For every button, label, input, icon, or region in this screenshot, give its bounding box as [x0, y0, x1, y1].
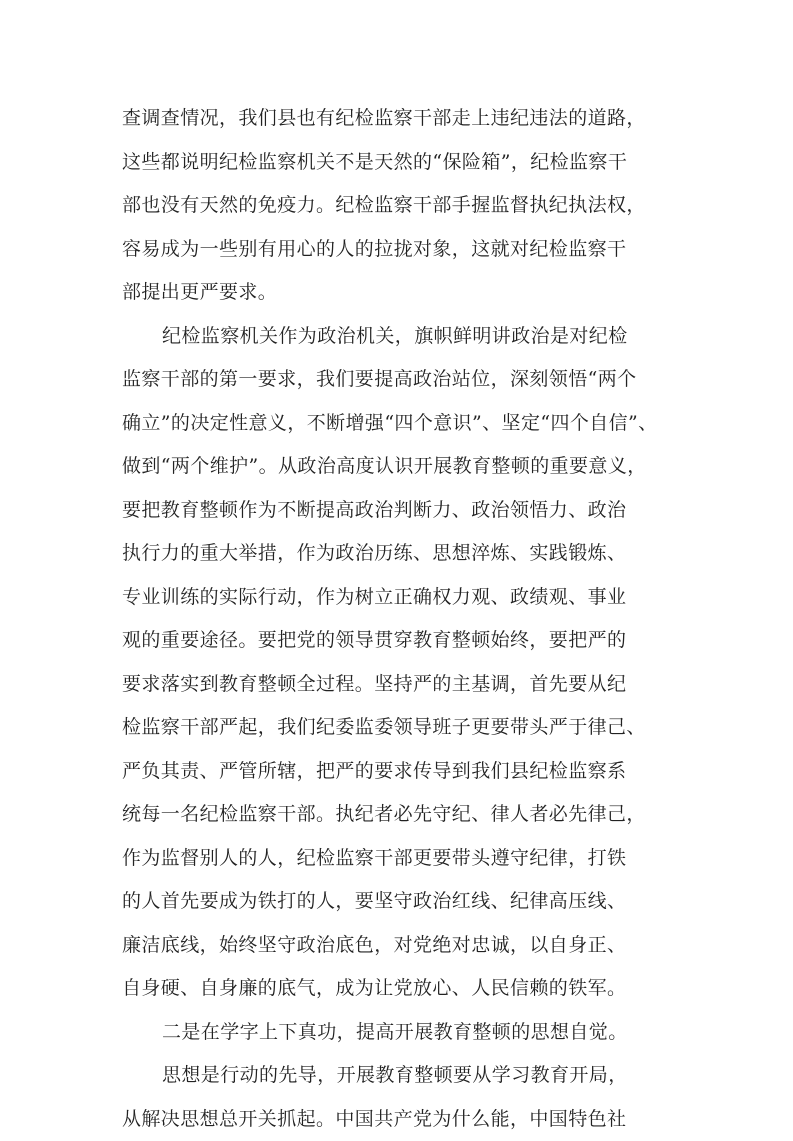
text-line: 统每一名纪检监察干部。执纪者必先守纪、律人者必先律己， [122, 793, 677, 837]
text-line: 做到“两个维护”。从政治高度认识开展教育整顿的重要意义， [122, 445, 677, 489]
text-line: 部也没有天然的免疫力。纪检监察干部手握监督执纪执法权， [122, 184, 677, 228]
paragraph [122, 97, 677, 315]
text-line: 部提出更严要求。 [122, 271, 677, 315]
text-line: 要把教育整顿作为不断提高政治判断力、政治领悟力、政治 [122, 489, 677, 533]
text-line: 严负其责、严管所辖，把严的要求传导到我们县纪检监察系 [122, 750, 677, 794]
text-line: 查调查情况，我们县也有纪检监察干部走上违纪违法的道路， [122, 97, 677, 141]
paragraph [122, 315, 677, 1011]
text-line: 廉洁底线，始终坚守政治底色，对党绝对忠诚，以自身正、 [122, 924, 677, 968]
text-line: 执行力的重大举措，作为政治历练、思想淬炼、实践锻炼、 [122, 532, 677, 576]
text-line: 专业训练的实际行动，作为树立正确权力观、政绩观、事业 [122, 576, 677, 620]
text-line: 确立”的决定性意义，不断增强“四个意识”、坚定“四个自信”、 [122, 402, 677, 446]
text-line: 容易成为一些别有用心的人的拉拢对象，这就对纪检监察干 [122, 228, 677, 272]
text-line: 要求落实到教育整顿全过程。坚持严的主基调，首先要从纪 [122, 663, 677, 707]
text-line: 纪检监察机关作为政治机关，旗帜鲜明讲政治是对纪检 [122, 315, 677, 359]
document-body [122, 97, 677, 1141]
text-line: 这些都说明纪检监察机关不是天然的“保险箱”，纪检监察干 [122, 141, 677, 185]
paragraph [122, 1011, 677, 1055]
text-line: 观的重要途径。要把党的领导贯穿教育整顿始终，要把严的 [122, 619, 677, 663]
text-line: 监察干部的第一要求，我们要提高政治站位，深刻领悟“两个 [122, 358, 677, 402]
text-line: 思想是行动的先导，开展教育整顿要从学习教育开局， [122, 1054, 677, 1098]
text-line: 检监察干部严起，我们纪委监委领导班子更要带头严于律己、 [122, 706, 677, 750]
text-line: 自身硬、自身廉的底气，成为让党放心、人民信赖的铁军。 [122, 967, 677, 1011]
text-line: 二是在学字上下真功，提高开展教育整顿的思想自觉。 [122, 1011, 677, 1055]
text-line: 的人首先要成为铁打的人，要坚守政治红线、纪律高压线、 [122, 880, 677, 924]
text-line: 作为监督别人的人，纪检监察干部更要带头遵守纪律，打铁 [122, 837, 677, 881]
paragraph [122, 1054, 677, 1141]
text-line: 从解决思想总开关抓起。中国共产党为什么能，中国特色社 [122, 1098, 677, 1141]
